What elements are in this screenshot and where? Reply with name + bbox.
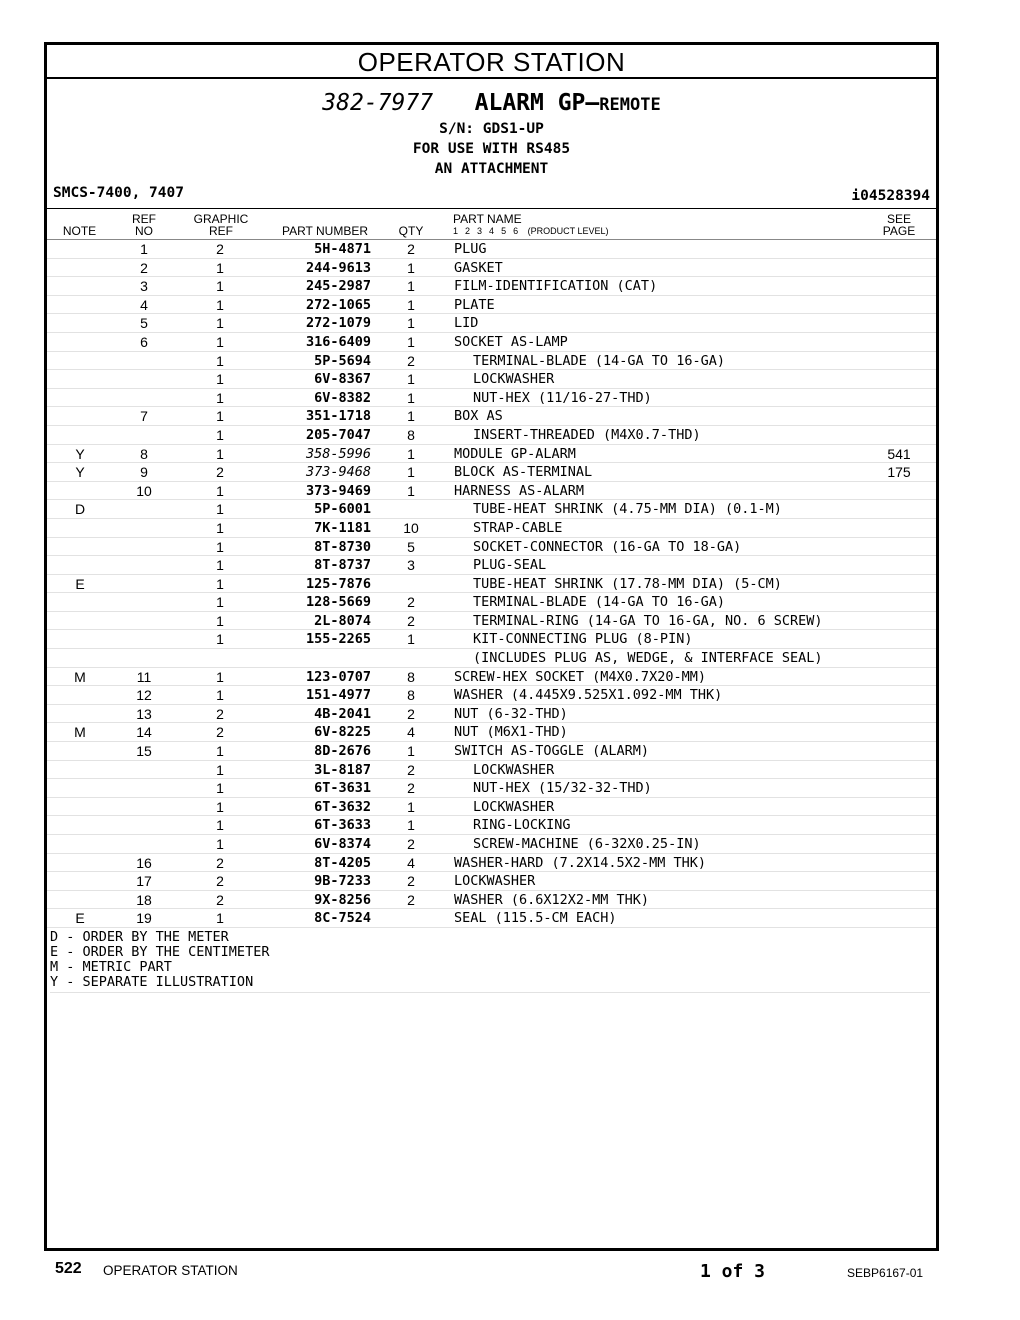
- graphic-ref-cell: 1: [216, 371, 224, 388]
- graphic-ref-cell: 1: [216, 668, 224, 685]
- table-row: [47, 333, 936, 352]
- note-legend-item: Y - SEPARATE ILLUSTRATION: [50, 974, 254, 991]
- page-number: 522: [55, 1260, 82, 1277]
- sheet-indicator: 1 of 3: [700, 1261, 766, 1282]
- part-number-cell: 123-0707: [305, 668, 371, 685]
- part-name-cell: INSERT-THREADED (M4X0.7-THD): [473, 426, 701, 443]
- level-5: 5: [501, 226, 507, 236]
- table-row: [47, 835, 936, 854]
- part-name-cell: FILM-IDENTIFICATION (CAT): [454, 278, 658, 295]
- col-ref-bottom: NO: [135, 224, 153, 238]
- parts-list: [47, 240, 936, 928]
- notes-legend: [50, 930, 930, 993]
- ref-no-cell: 10: [136, 482, 152, 499]
- part-number-cell: 316-6409: [305, 333, 371, 350]
- part-number-cell: 272-1065: [305, 296, 371, 313]
- graphic-ref-cell: 2: [216, 854, 224, 871]
- qty-cell: 1: [407, 278, 415, 295]
- part-number-cell: 358-5996: [305, 445, 371, 462]
- qty-cell: 2: [407, 612, 415, 629]
- table-row: [47, 798, 936, 817]
- group-name: ALARM GP: [474, 90, 586, 116]
- qty-cell: 8: [407, 668, 415, 685]
- qty-cell: 1: [407, 464, 415, 481]
- graphic-ref-cell: 1: [216, 445, 224, 462]
- qty-cell: 1: [407, 371, 415, 388]
- graphic-ref-cell: 1: [216, 315, 224, 332]
- table-row: [47, 705, 936, 724]
- graphic-ref-cell: 1: [216, 836, 224, 852]
- document-number: SEBP6167-01: [847, 1266, 924, 1280]
- table-row: [47, 612, 936, 631]
- part-number-cell: 244-9613: [305, 259, 371, 276]
- table-row: [47, 407, 936, 426]
- part-name-cell: NUT-HEX (11/16-27-THD): [473, 389, 652, 406]
- col-part-name: PART NAME: [453, 212, 522, 226]
- qty-cell: 8: [407, 687, 415, 704]
- graphic-ref-cell: 2: [216, 891, 224, 908]
- part-name-cell: NUT-HEX (15/32-32-THD): [473, 780, 652, 797]
- footer-section: OPERATOR STATION: [103, 1263, 238, 1278]
- qty-cell: 2: [407, 705, 415, 722]
- qty-cell: 2: [407, 873, 415, 890]
- part-number-cell: 128-5669: [305, 594, 371, 611]
- level-6: 6: [513, 226, 519, 236]
- part-name-cell: BOX AS: [454, 408, 503, 425]
- part-number-cell: 351-1718: [305, 408, 371, 425]
- ref-no-cell: 16: [136, 854, 152, 871]
- table-row: [47, 259, 936, 278]
- qty-cell: 1: [407, 817, 415, 834]
- part-name-cell: LOCKWASHER: [454, 873, 536, 890]
- col-note: NOTE: [62, 224, 97, 238]
- table-row: [47, 538, 936, 557]
- part-name-cell: STRAP-CABLE: [473, 519, 563, 536]
- qty-cell: 5: [407, 538, 415, 555]
- note-legend-item: E - ORDER BY THE CENTIMETER: [50, 944, 270, 961]
- qty-cell: 2: [407, 761, 415, 778]
- qty-cell: 1: [407, 259, 415, 276]
- part-number-cell: 3L-8187: [314, 761, 371, 778]
- qty-cell: 1: [407, 798, 415, 815]
- graphic-ref-cell: 2: [216, 241, 224, 257]
- qty-cell: 1: [407, 631, 415, 648]
- col-graphic: [187, 213, 255, 237]
- ref-no-cell: 12: [136, 687, 152, 704]
- ref-no-cell: 6: [140, 333, 148, 350]
- part-number-cell: 8T-8730: [314, 538, 371, 555]
- table-row: [47, 723, 936, 742]
- group-title-line: [47, 89, 936, 119]
- part-name-cell: LOCKWASHER: [473, 371, 555, 388]
- graphic-ref-cell: 1: [216, 538, 224, 555]
- part-number-cell: 7K-1181: [314, 519, 371, 536]
- part-name-cell: TERMINAL-BLADE (14-GA TO 16-GA): [473, 352, 725, 369]
- part-number-cell: 8T-8737: [314, 557, 371, 574]
- group-part-number: 382-7977: [322, 90, 434, 116]
- graphic-ref-cell: 1: [216, 631, 224, 648]
- ref-no-cell: 4: [140, 296, 148, 313]
- col-graphic-bottom: REF: [209, 224, 233, 238]
- part-name-cell: WASHER (6.6X12X2-MM THK): [454, 891, 650, 908]
- qty-cell: 2: [407, 594, 415, 611]
- level-3: 3: [477, 226, 483, 236]
- part-number-cell: 8D-2676: [314, 743, 371, 760]
- part-number-cell: 125-7876: [305, 575, 371, 592]
- qty-cell: 1: [407, 482, 415, 499]
- table-row: [47, 463, 936, 482]
- usage-line-2: AN ATTACHMENT: [434, 161, 549, 177]
- part-name-cell: TUBE-HEAT SHRINK (17.78-MM DIA) (5-CM): [473, 575, 782, 592]
- note-cell: M: [74, 724, 86, 741]
- table-row: [47, 389, 936, 408]
- qty-cell: 1: [407, 296, 415, 313]
- part-name-cell: BLOCK AS-TERMINAL: [454, 464, 593, 481]
- table-row: [47, 575, 936, 594]
- graphic-ref-cell: 1: [216, 333, 224, 350]
- col-ref-top: REF: [132, 212, 156, 226]
- table-row: [47, 649, 936, 668]
- part-number-cell: 151-4977: [305, 687, 371, 704]
- graphic-ref-cell: 1: [216, 780, 224, 797]
- part-number-cell: 9B-7233: [314, 873, 371, 890]
- graphic-ref-cell: 1: [216, 259, 224, 276]
- col-see-bottom: PAGE: [882, 224, 916, 238]
- graphic-ref-cell: 1: [216, 296, 224, 313]
- note-cell: E: [75, 910, 85, 927]
- part-number-cell: 6T-3633: [314, 817, 371, 834]
- graphic-ref-cell: 1: [216, 910, 224, 927]
- ref-no-cell: 3: [140, 278, 148, 295]
- col-see-top: SEE: [886, 212, 911, 226]
- part-name-cell: NUT (6-32-THD): [454, 705, 568, 722]
- qty-cell: 4: [407, 724, 415, 741]
- graphic-ref-cell: 1: [216, 352, 224, 369]
- graphic-ref-cell: 2: [216, 724, 224, 741]
- part-name-cell: PLUG: [454, 241, 487, 257]
- ref-no-cell: 5: [140, 315, 148, 332]
- part-number-cell: 6V-8225: [314, 724, 371, 741]
- part-name-cell: LOCKWASHER: [473, 798, 555, 815]
- part-number-cell: 2L-8074: [314, 612, 371, 629]
- graphic-ref-cell: 1: [216, 687, 224, 704]
- part-name-cell: LOCKWASHER: [473, 761, 555, 778]
- graphic-ref-cell: 1: [216, 798, 224, 815]
- qty-cell: 1: [407, 743, 415, 760]
- ref-no-cell: 14: [136, 724, 152, 741]
- table-row: [47, 519, 936, 538]
- table-row: [47, 854, 936, 873]
- part-name-cell: HARNESS AS-ALARM: [454, 482, 585, 499]
- table-row: [47, 370, 936, 389]
- part-number-cell: 6V-8382: [314, 389, 371, 406]
- graphic-ref-cell: 2: [216, 464, 224, 481]
- group-name-qualifier: REMOTE: [599, 95, 661, 115]
- ref-no-cell: 13: [136, 705, 152, 722]
- product-levels: [453, 226, 615, 236]
- see-page-cell: 541: [887, 445, 911, 462]
- graphic-ref-cell: 1: [216, 519, 224, 536]
- ref-no-cell: 19: [136, 910, 152, 927]
- ref-no-cell: 17: [136, 873, 152, 890]
- ref-no-cell: 2: [140, 259, 148, 276]
- graphic-ref-cell: 2: [216, 873, 224, 890]
- part-number-cell: 373-9468: [305, 464, 371, 481]
- part-name-cell: SCREW-MACHINE (6-32X0.25-IN): [473, 836, 701, 852]
- table-row: [47, 891, 936, 910]
- table-row: [47, 630, 936, 649]
- part-name-cell: NUT (M6X1-THD): [454, 724, 568, 741]
- table-row: [47, 686, 936, 705]
- col-ref: [123, 213, 165, 237]
- part-number-cell: 373-9469: [305, 482, 371, 499]
- col-qty: QTY: [398, 224, 424, 238]
- header-divider: [47, 208, 936, 209]
- table-row: [47, 909, 936, 928]
- graphic-ref-cell: 1: [216, 612, 224, 629]
- graphic-ref-cell: 1: [216, 501, 224, 518]
- level-2: 2: [465, 226, 471, 236]
- qty-cell: 2: [407, 780, 415, 797]
- part-number-cell: 6T-3632: [314, 798, 371, 815]
- group-name-dash: —: [585, 90, 600, 116]
- qty-cell: 2: [407, 241, 415, 257]
- graphic-ref-cell: 1: [216, 389, 224, 406]
- qty-cell: 1: [407, 315, 415, 332]
- note-cell: Y: [75, 464, 85, 481]
- part-number-cell: 6V-8374: [314, 836, 371, 852]
- table-row: [47, 277, 936, 296]
- ref-no-cell: 15: [136, 743, 152, 760]
- table-row: [47, 426, 936, 445]
- graphic-ref-cell: 1: [216, 594, 224, 611]
- table-row: [47, 500, 936, 519]
- qty-cell: 2: [407, 352, 415, 369]
- ref-no-cell: 11: [136, 668, 152, 685]
- smcs-code: SMCS-7400, 7407: [53, 185, 184, 201]
- part-name-cell: SWITCH AS-TOGGLE (ALARM): [454, 743, 650, 760]
- qty-cell: 1: [407, 333, 415, 350]
- table-row: [47, 240, 936, 259]
- part-number-cell: 205-7047: [305, 426, 371, 443]
- table-row: [47, 742, 936, 761]
- see-page-cell: 175: [887, 464, 911, 481]
- level-4: 4: [489, 226, 495, 236]
- usage-line-1: FOR USE WITH RS485: [412, 141, 571, 157]
- graphic-ref-cell: 1: [216, 408, 224, 425]
- level-1: 1: [453, 226, 459, 236]
- part-name-cell: MODULE GP-ALARM: [454, 445, 576, 462]
- table-row: [47, 872, 936, 891]
- part-name-cell: SCREW-HEX SOCKET (M4X0.7X20-MM): [454, 668, 706, 685]
- table-row: [47, 668, 936, 687]
- graphic-ref-cell: 1: [216, 761, 224, 778]
- part-number-cell: 8T-4205: [314, 854, 371, 871]
- part-number-cell: 5P-5694: [314, 352, 371, 369]
- qty-cell: 4: [407, 854, 415, 871]
- part-number-cell: 4B-2041: [314, 705, 371, 722]
- graphic-ref-cell: 1: [216, 482, 224, 499]
- table-row: [47, 816, 936, 835]
- table-row: [47, 482, 936, 501]
- qty-cell: 10: [403, 519, 419, 536]
- part-name-cell: GASKET: [454, 259, 503, 276]
- table-row: [47, 779, 936, 798]
- note-cell: Y: [75, 445, 85, 462]
- section-title: OPERATOR STATION: [47, 45, 936, 79]
- part-name-cell: LID: [454, 315, 479, 332]
- table-row: [47, 296, 936, 315]
- qty-cell: 3: [407, 557, 415, 574]
- qty-cell: 2: [407, 836, 415, 852]
- part-name-cell: TERMINAL-BLADE (14-GA TO 16-GA): [473, 594, 725, 611]
- qty-cell: 1: [407, 445, 415, 462]
- part-name-cell: TERMINAL-RING (14-GA TO 16-GA, NO. 6 SCREW): [473, 612, 823, 629]
- part-number-cell: 5P-6001: [314, 501, 371, 518]
- part-number-cell: 245-2987: [305, 278, 371, 295]
- note-cell: E: [75, 575, 85, 592]
- part-name-cell: TUBE-HEAT SHRINK (4.75-MM DIA) (0.1-M): [473, 501, 782, 518]
- part-number-cell: 6T-3631: [314, 780, 371, 797]
- part-number-cell: 155-2265: [305, 631, 371, 648]
- table-row: [47, 314, 936, 333]
- ref-no-cell: 18: [136, 891, 152, 908]
- graphic-ref-cell: 1: [216, 557, 224, 574]
- serial-number: S/N: GDS1-UP: [439, 121, 544, 137]
- part-number-cell: 272-1079: [305, 315, 371, 332]
- part-number-cell: 5H-4871: [314, 241, 371, 257]
- part-name-cell: SEAL (115.5-CM EACH): [454, 910, 617, 927]
- part-name-cell: KIT-CONNECTING PLUG (8-PIN): [473, 631, 693, 648]
- col-graphic-top: GRAPHIC: [193, 212, 249, 226]
- graphic-ref-cell: 2: [216, 705, 224, 722]
- part-number-cell: 8C-7524: [314, 910, 371, 927]
- part-name-cell: PLATE: [454, 296, 495, 313]
- table-row: [47, 761, 936, 780]
- ref-no-cell: 9: [140, 464, 148, 481]
- qty-cell: 1: [407, 389, 415, 406]
- part-name-cell: WASHER (4.445X9.525X1.092-MM THK): [454, 687, 723, 704]
- table-row: [47, 352, 936, 371]
- part-name-cell: SOCKET-CONNECTOR (16-GA TO 18-GA): [473, 538, 742, 555]
- col-see-page: [877, 213, 921, 237]
- ref-no-cell: 1: [140, 241, 148, 257]
- part-name-cell: WASHER-HARD (7.2X14.5X2-MM THK): [454, 854, 706, 871]
- ref-no-cell: 7: [140, 408, 148, 425]
- table-row: [47, 445, 936, 464]
- part-name-cell: (INCLUDES PLUG AS, WEDGE, & INTERFACE SEAL): [473, 650, 823, 667]
- note-legend-item: D - ORDER BY THE METER: [50, 929, 229, 946]
- graphic-ref-cell: 1: [216, 817, 224, 834]
- qty-cell: 2: [407, 891, 415, 908]
- qty-cell: 1: [407, 408, 415, 425]
- qty-cell: 8: [407, 426, 415, 443]
- col-part-number: PART NUMBER: [281, 224, 368, 238]
- note-cell: M: [74, 668, 86, 685]
- page-frame: [44, 42, 939, 1251]
- note-cell: D: [74, 501, 86, 518]
- note-legend-item: M - METRIC PART: [50, 959, 172, 976]
- graphic-ref-cell: 1: [216, 743, 224, 760]
- product-level-label: (PRODUCT LEVEL): [527, 226, 609, 236]
- part-name-cell: SOCKET AS-LAMP: [454, 333, 568, 350]
- part-name-cell: PLUG-SEAL: [473, 557, 547, 574]
- part-number-cell: 6V-8367: [314, 371, 371, 388]
- graphic-ref-cell: 1: [216, 426, 224, 443]
- illustration-id: i04528394: [851, 188, 930, 204]
- part-number-cell: 9X-8256: [314, 891, 371, 908]
- graphic-ref-cell: 1: [216, 575, 224, 592]
- table-row: [47, 556, 936, 575]
- ref-no-cell: 8: [140, 445, 148, 462]
- table-row: [47, 593, 936, 612]
- part-name-cell: RING-LOCKING: [473, 817, 571, 834]
- graphic-ref-cell: 1: [216, 278, 224, 295]
